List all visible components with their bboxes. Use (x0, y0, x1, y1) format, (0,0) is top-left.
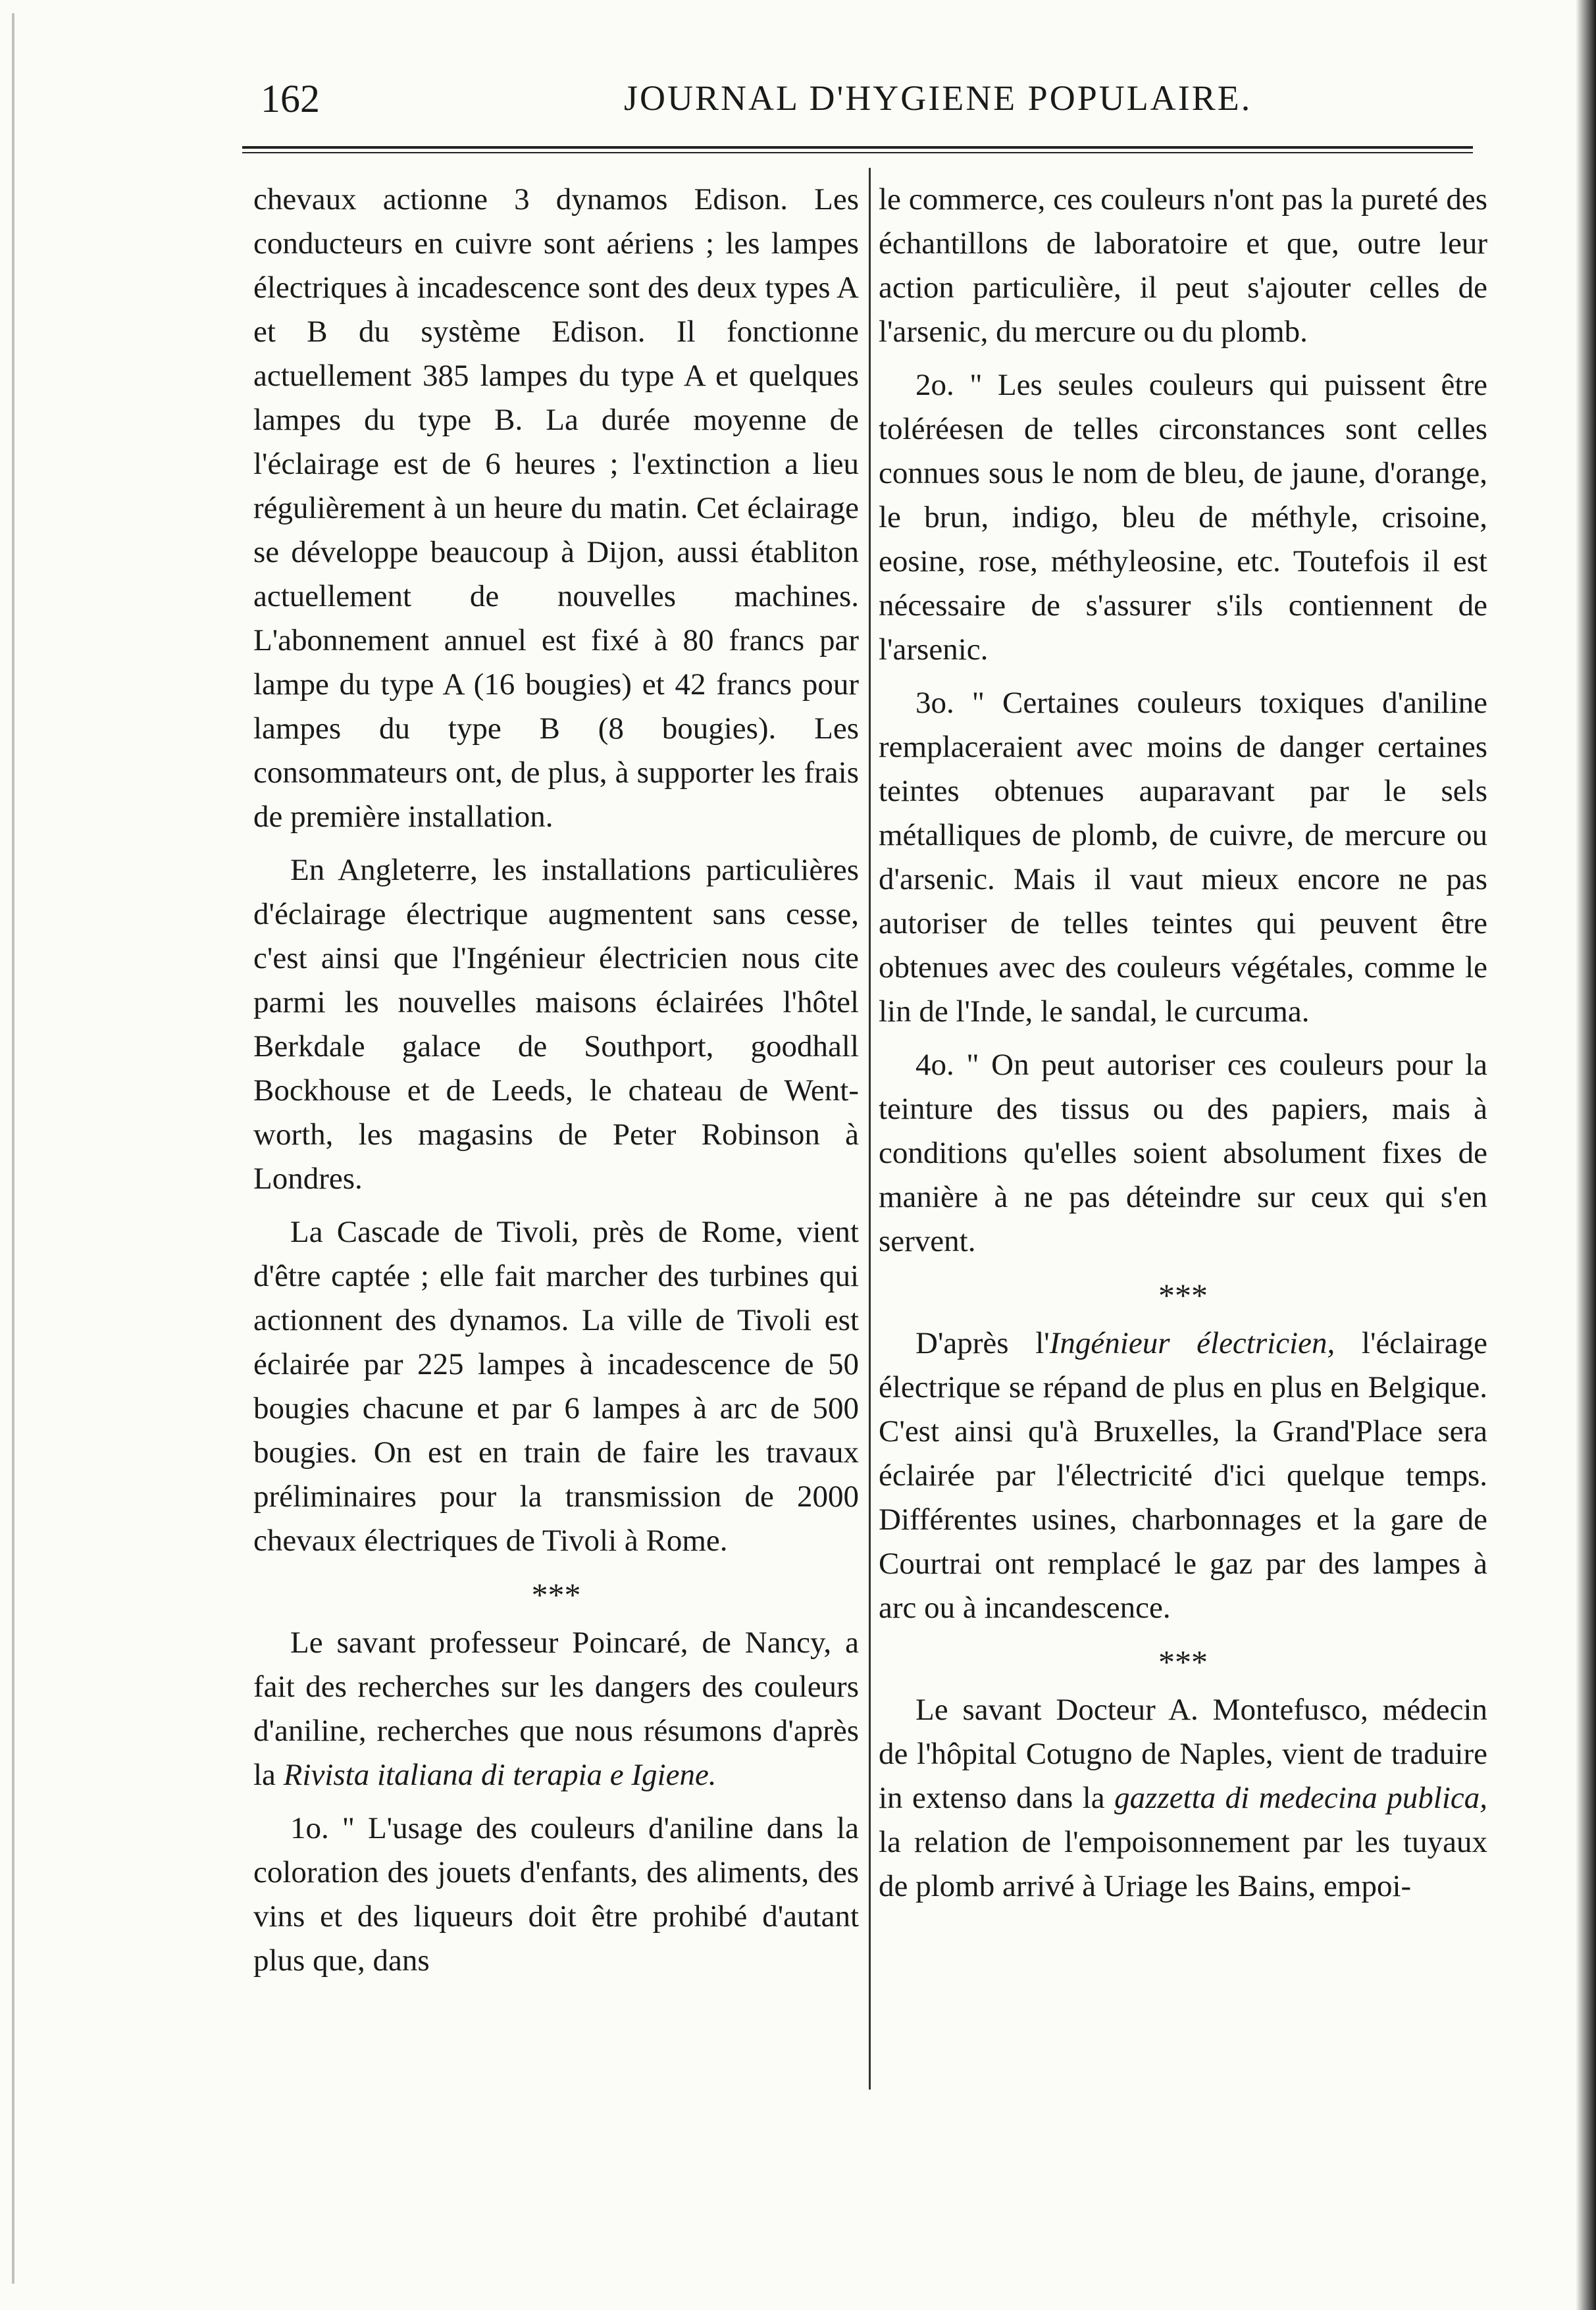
paragraph-montefusco (879, 1688, 1487, 1909)
paragraph-point-2: 2o. " Les seules couleurs qui puissent être toléréesen de telles circonstances sont celles connues sous le nom de bleu, de jaune, d'orange, le brun, indigo, bleu de méthyle, crisoine, eosine, rose, méthyleosine, etc. Toutefois il est nécessaire de s'assurer s'ils contiennent de l'arsenic. (879, 368, 1487, 667)
paragraph-poincare (253, 1621, 859, 1797)
montefusco-text-b: la relation de l'empoisonnement par les tuyaux de plomb arrivé à Uriage les Bains, empoi- (879, 1825, 1487, 1903)
column-divider (869, 168, 871, 2090)
belgium-text-b: l'éclairage électrique se répand de plus en plus en Belgique. C'est ainsi qu'à Bruxelles, la Grand'Place sera éclairée par l'électricité d'ici quelque temps. Différentes usines, charbonnages et la gare de Courtrai ont remplacé le gaz par des lampes à arc ou à incandescence. (879, 1326, 1487, 1625)
montefusco-text-a: Le savant Docteur A. Montefusco, médecin de l'hôpital Cotugno de Naples, vient de traduire in extenso dans la (879, 1693, 1487, 1815)
right-column (879, 178, 1487, 1918)
paragraph-dijon-lighting: chevaux actionne 3 dynamos Edison. Les conducteurs en cuivre sont aériens ; les lampes électriques à incadescence sont des deux types A et B du système Edison. Il fonctionne actuellement 385 lampes du type A et quelques lampes du type B. La durée moyenne de l'éclairage est de 6 heures ; l'extinction a lieu régulièrement à un heure du matin. Cet éclairage se développe beaucoup à Dijon, aussi établiton actuellement de nouvelles machines. L'abonnement annuel est fixé à 80 francs par lampe du type A (16 bougies) et 42 francs pour lampes du type B (8 bougies). Les consommateurs ont, de plus, à supporter les frais de première installation. (253, 182, 859, 834)
header-rule-double (242, 152, 1473, 153)
belgium-text-a: D'après l' (915, 1326, 1050, 1360)
page-number: 162 (261, 77, 320, 120)
asterism-glyph: *** (1158, 1643, 1208, 1680)
paragraph-belgium-lighting (879, 1322, 1487, 1630)
page-header (242, 64, 1447, 130)
rivista-title: Rivista italiana di terapia e Igiene. (283, 1758, 717, 1792)
left-margin-scan-mark (12, 13, 14, 2284)
gazzetta-title: gazzetta di medecina publica, (1114, 1781, 1487, 1815)
header-rule (242, 146, 1473, 149)
paragraph-commerce-purity: le commerce, ces couleurs n'ont pas la pureté des échantillons de laboratoire et que, outre leur action particulière, il peut s'ajouter celles de l'arsenic, du mercure ou du plomb. (879, 182, 1487, 349)
paragraph-point-1: 1o. " L'usage des couleurs d'aniline dans la coloration des jouets d'enfants, des aliments, des vins et des liqueurs doit être prohibé d'autant plus que, dans (253, 1811, 859, 1978)
poincare-text: Le savant professeur Poincaré, de Nancy, a fait des recherches sur les dangers des couleurs d'aniline, recherches que nous résumons d'après la (253, 1626, 859, 1792)
section-separator-asterism (879, 1643, 1487, 1680)
paragraph-point-3: 3o. " Certaines couleurs toxiques d'aniline remplaceraient avec moins de danger certaines teintes obtenues auparavant par le sels métalliques de plomb, de cuivre, de mercure ou d'arsenic. Mais il vaut mieux encore ne pas autoriser de telles teintes qui peuvent être obtenues avec des couleurs végétales, comme le lin de l'Inde, le sandal, le curcuma. (879, 686, 1487, 1029)
section-separator-asterism (253, 1576, 859, 1613)
section-separator-asterism (879, 1277, 1487, 1314)
right-page-edge-shadow (1576, 0, 1596, 2310)
paragraph-tivoli-cascade: La Cascade de Tivoli, près de Rome, vient d'être captée ; elle fait marcher des turbines qui actionnent des dynamos. La ville de Tivoli est éclairée par 225 lampes à incadescence de 50 bougies chacune et par 6 lampes à arc de 500 bougies. On est en train de faire les travaux préliminaires pour la transmission de 2000 chevaux électriques de Tivoli à Rome. (253, 1215, 859, 1558)
running-title: JOURNAL D'HYGIENE POPULAIRE. (624, 78, 1252, 118)
asterism-glyph: *** (531, 1576, 581, 1613)
paragraph-point-4: 4o. " On peut autoriser ces couleurs pour la teinture des tissus ou des papiers, mais à conditions qu'elles soient absolument fixes de manière à ne pas déteindre sur ceux qui s'en servent. (879, 1048, 1487, 1258)
asterism-glyph: *** (1158, 1277, 1208, 1314)
left-column (253, 178, 859, 1992)
paragraph-england-installations: En Angleterre, les installations particulières d'éclairage électrique augmentent sans cesse, c'est ainsi que l'Ingénieur électricien nous cite parmi les nouvelles maisons éclairées l'hôtel Berkdale galace de Southport, goodhall Bockhouse et de Leeds, le chateau de Went-worth, les magasins de Peter Robinson à Londres. (253, 853, 859, 1196)
ingenieur-electricien-title: Ingénieur électricien, (1049, 1326, 1335, 1360)
